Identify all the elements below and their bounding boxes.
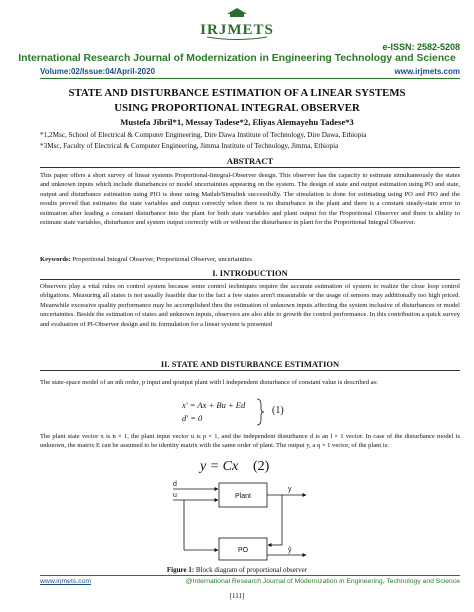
equation-2-number: (2) (253, 459, 270, 474)
label-d: d (173, 481, 177, 488)
equation-1 (182, 399, 245, 425)
figure-caption-label: Figure 1: (166, 566, 195, 574)
figure-caption (0, 566, 474, 574)
po-label: PO (237, 547, 249, 554)
footer-website[interactable]: www.irjmets.com (40, 578, 91, 585)
footer-rule (40, 575, 460, 576)
figure-caption-text: Block diagram of proportional observer (195, 566, 308, 574)
keywords-label: Keywords: (40, 256, 71, 263)
page-number: [111] (229, 592, 245, 600)
keywords-text: Proportional Integral Observer, Proportional Observer, uncertainties (72, 256, 252, 263)
issn: e-ISSN: 2582-5208 (382, 42, 460, 52)
volume-row (40, 67, 460, 76)
journal-website[interactable]: www.irjmets.com (394, 67, 460, 76)
equation-1-line-2: d' = 0 (182, 413, 203, 423)
equation-2: y = Cx (200, 459, 239, 474)
title-line-1: STATE AND DISTURBANCE ESTIMATION OF A LINEAR SYSTEMS (68, 87, 406, 99)
section2-text1: The state-space model of an nth order, p input and qoutput plant with l independent disturbance of constant value is described as: (40, 379, 378, 386)
paper-title (0, 86, 474, 116)
label-yhat: ŷ (288, 547, 292, 554)
label-u: u (173, 492, 177, 499)
section2-text2: The plant state vector x is n × 1, the plant input vector u is p × 1, and the independent disturbance d is an l × 1 vector. In case of the disturbance model is unknown, the matrix E can be assumed to be identity matrix with the same order of plant. The output y, a q × 1 vector, of the plant is: (40, 433, 460, 450)
section2-heading: II. STATE AND DISTURBANCE ESTIMATION (40, 359, 460, 371)
introduction-text: Observers play a vital rules on control system because some control techniques require the accurate estimation of system to realize the close loop control obligations. Measuring all states is not usually feasible due to the fact a few states aren't measurable or the usage of sensors may additionally too high priced. Meanwhile excessive quality performance may be accomplished thru the estimation of unknown inputs affecting the system inclusive of disturbances or model uncertainties. Beside the estimation of states and unknown inputs, observers are also able to growth the control performance. In this contribution a quick survey and evaluation of PI-Observer design and its formulation for a linear system is presented (40, 283, 460, 328)
title-line-2: USING PROPORTIONAL INTEGRAL OBSERVER (114, 102, 360, 114)
authors: Mustefa Jibril*1, Messay Tadese*2, Eliyas Alemayehu Tadese*3 (120, 117, 354, 127)
block-diagram (170, 478, 310, 568)
volume-info: Volume:02/Issue:04/April-2020 (40, 67, 156, 76)
journal-logo (197, 6, 277, 42)
equation-1-number: (1) (272, 405, 284, 416)
label-y: y (288, 486, 292, 493)
equation-1-line-1: x' = Ax + Bu + Ed (182, 400, 246, 410)
abstract-text: This paper offers a short survey of linear systems Proportional-Integral-Observer design. This observer has the capacity to estimate simultaneously the states and unknown inputs which include disturbances or model uncertainties appearing on the system. The design of state and output estimation using PO and state, output and disturbance estimation using PIO is done using Matlab/Simulink successfully. The simulation is done for estimating using PO and PIO and the results proved that estimates the state variables and output correctly when there is no disturbance in the plant and there is a constant steady-state error in estimation after leading a constant disturbance into the plant for both state variables and plant output for the Proportional Observer and there is ability to estimate state variables, disturbance and system output correctly with or without the disturbance in plant for the Proportional Integral Observer. (40, 172, 460, 227)
affiliation-1: *1,2Msc, School of Electrical & Computer Engineering, Dire Dawa Institute of Technology, Dire Dawa, Ethiopia (40, 131, 367, 139)
introduction-heading: I. INTRODUCTION (40, 268, 460, 280)
abstract-heading: ABSTRACT (40, 156, 460, 168)
keywords (40, 256, 460, 263)
footer (40, 578, 460, 585)
journal-name: International Research Journal of Modernization in Engineering Technology and Science (18, 53, 456, 64)
footer-copyright: @International Research Journal of Modernization in Engineering, Technology and Science (185, 578, 460, 585)
logo-text: IRJMETS (200, 22, 274, 38)
plant-label: Plant (235, 493, 251, 500)
equation-brace (256, 398, 264, 426)
affiliation-2: *3Msc, Faculty of Electrical & Computer Engineering, Jimma Institute of Technology, Jimma, Ethiopia (40, 142, 339, 150)
header-rule (40, 78, 460, 79)
